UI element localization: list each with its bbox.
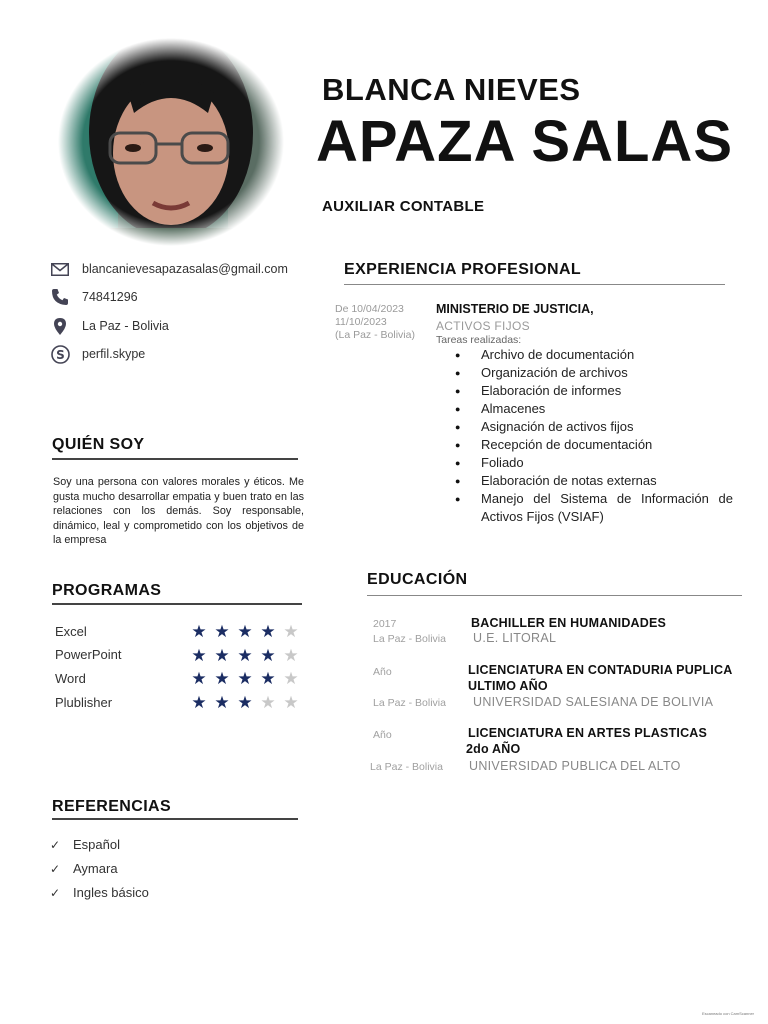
- program-rating: [190, 623, 300, 641]
- job-title: AUXILIAR CONTABLE: [322, 198, 485, 215]
- star-filled-icon: ★: [260, 622, 276, 641]
- education-degree: LICENCIATURA EN CONTADURIA PUPLICA: [468, 663, 733, 677]
- reference-label: Ingles básico: [73, 885, 149, 900]
- education-place: La Paz - Bolivia: [370, 761, 443, 773]
- education-place: La Paz - Bolivia: [373, 697, 446, 709]
- references-title: REFERENCIAS: [52, 798, 172, 815]
- about-text: Soy una persona con valores morales y éticos. Me gusta mucho desarrollar empatia y buen trato en las relaciones con los demás. Soy responsable, dinámico, leal y comprometido con los objetivos de la empresa: [53, 476, 304, 547]
- programs-divider: [52, 603, 302, 605]
- contact-skype[interactable]: [50, 344, 145, 364]
- contact-phone[interactable]: [50, 287, 138, 307]
- experience-place: (La Paz - Bolivia): [335, 329, 415, 341]
- task-item: ● Organización de archivos: [455, 364, 733, 382]
- email-icon: [50, 260, 70, 278]
- reference-item: [50, 837, 120, 852]
- task-item: ● Archivo de documentación: [455, 346, 733, 364]
- star-filled-icon: ★: [237, 646, 253, 665]
- star-filled-icon: ★: [191, 646, 207, 665]
- location-text: La Paz - Bolivia: [82, 319, 169, 333]
- program-rating: [190, 694, 300, 712]
- check-icon: ✓: [50, 837, 61, 852]
- reference-label: Aymara: [73, 861, 118, 876]
- reference-item: [50, 885, 149, 900]
- star-empty-icon: ★: [283, 693, 299, 712]
- experience-title: EXPERIENCIA PROFESIONAL: [344, 261, 582, 278]
- program-name: Word: [55, 671, 86, 686]
- last-name: APAZA SALAS: [316, 109, 733, 174]
- about-divider: [52, 458, 298, 460]
- star-empty-icon: ★: [283, 646, 299, 665]
- experience-tasks-label: Tareas realizadas:: [436, 334, 522, 346]
- skype-icon: [50, 345, 70, 363]
- star-filled-icon: ★: [191, 622, 207, 641]
- task-item: ● Almacenes: [455, 400, 733, 418]
- location-icon: [50, 317, 70, 335]
- star-filled-icon: ★: [260, 669, 276, 688]
- phone-text: 74841296: [82, 290, 138, 304]
- experience-divider: [344, 284, 725, 285]
- contact-email[interactable]: [50, 259, 288, 279]
- star-filled-icon: ★: [214, 622, 230, 641]
- profile-photo-illustration: [58, 38, 284, 246]
- task-item: ● Foliado: [455, 454, 733, 472]
- star-empty-icon: ★: [283, 622, 299, 641]
- email-text: blancanievesapazasalas@gmail.com: [82, 262, 288, 276]
- education-school: UNIVERSIDAD SALESIANA DE BOLIVIA: [473, 695, 714, 709]
- task-item: ● Elaboración de informes: [455, 382, 733, 400]
- education-year: 2017: [373, 618, 397, 630]
- experience-date-to: 11/10/2023: [335, 316, 387, 328]
- education-divider: [367, 595, 742, 596]
- star-empty-icon: ★: [283, 669, 299, 688]
- first-name: BLANCA NIEVES: [322, 72, 581, 107]
- program-rating: [190, 670, 300, 688]
- check-icon: ✓: [50, 885, 61, 900]
- star-empty-icon: ★: [260, 693, 276, 712]
- education-degree: BACHILLER EN HUMANIDADES: [471, 616, 667, 630]
- skype-text: perfil.skype: [82, 347, 146, 361]
- star-filled-icon: ★: [191, 669, 207, 688]
- star-filled-icon: ★: [214, 646, 230, 665]
- svg-text:S: S: [55, 347, 65, 362]
- star-filled-icon: ★: [214, 693, 230, 712]
- star-filled-icon: ★: [214, 669, 230, 688]
- program-rating: [190, 647, 300, 665]
- task-list: [455, 346, 733, 526]
- education-place: La Paz - Bolivia: [373, 633, 446, 645]
- programs-title: PROGRAMAS: [52, 582, 162, 599]
- education-school: U.E. LITORAL: [473, 631, 557, 645]
- star-filled-icon: ★: [260, 646, 276, 665]
- task-item: ● Manejo del Sistema de Información de Activos Fijos (VSIAF): [455, 490, 733, 526]
- experience-date-from: De 10/04/2023: [335, 303, 404, 315]
- task-item: ● Elaboración de notas externas: [455, 472, 733, 490]
- star-filled-icon: ★: [237, 622, 253, 641]
- program-name: Plublisher: [55, 695, 113, 710]
- education-degree: LICENCIATURA EN ARTES PLASTICAS: [468, 726, 708, 740]
- contact-location: [50, 316, 169, 336]
- task-item: ● Asignación de activos fijos: [455, 418, 733, 436]
- star-filled-icon: ★: [237, 669, 253, 688]
- star-filled-icon: ★: [237, 693, 253, 712]
- education-year: Año: [373, 666, 392, 678]
- references-divider: [52, 818, 298, 820]
- education-degree-detail: ULTIMO AÑO: [468, 679, 548, 693]
- experience-company: MINISTERIO DE JUSTICIA,: [436, 302, 594, 316]
- scanner-watermark: Escaneado con CamScanner: [701, 1011, 754, 1016]
- reference-item: [50, 861, 118, 876]
- program-name: PowerPoint: [55, 647, 122, 662]
- phone-icon: [50, 288, 70, 306]
- education-school: UNIVERSIDAD PUBLICA DEL ALTO: [469, 759, 681, 773]
- education-title: EDUCACIÓN: [367, 571, 468, 588]
- check-icon: ✓: [50, 861, 61, 876]
- about-title: QUIÉN SOY: [52, 436, 145, 453]
- reference-label: Español: [73, 837, 120, 852]
- experience-department: ACTIVOS FIJOS: [436, 319, 530, 333]
- education-degree-detail: 2do AÑO: [466, 742, 521, 756]
- education-year: Año: [373, 729, 392, 741]
- profile-photo: [58, 38, 284, 246]
- program-name: Excel: [55, 624, 87, 639]
- star-filled-icon: ★: [191, 693, 207, 712]
- task-item: ● Recepción de documentación: [455, 436, 733, 454]
